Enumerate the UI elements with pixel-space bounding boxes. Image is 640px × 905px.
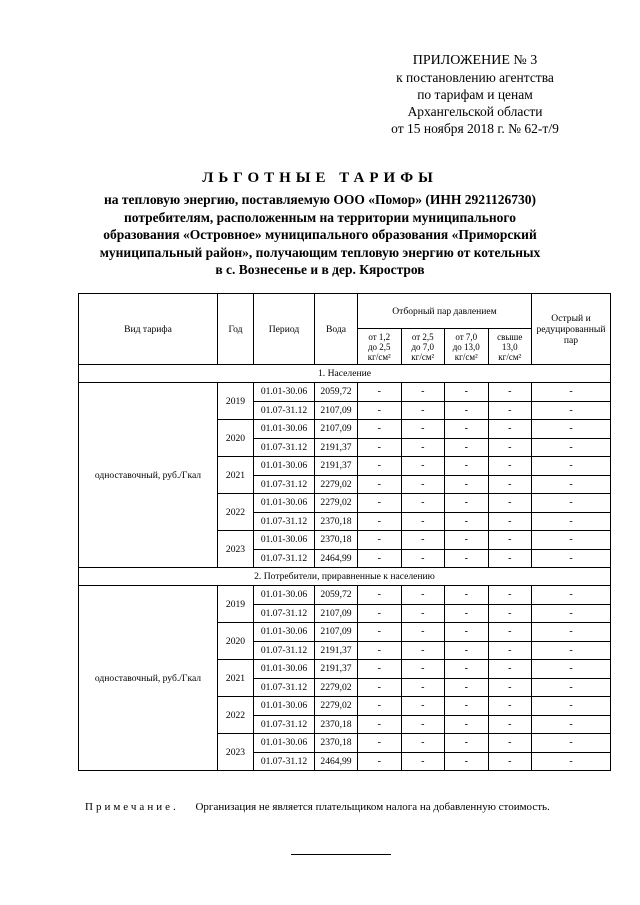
empty-tariff-cell: - (358, 715, 402, 734)
water-tariff-cell: 2191,37 (315, 457, 358, 476)
empty-tariff-cell: - (445, 752, 489, 771)
water-tariff-cell: 2370,18 (315, 531, 358, 550)
appendix-title: ПРИЛОЖЕНИЕ № 3 (412, 53, 538, 68)
empty-tariff-cell: - (401, 475, 445, 494)
empty-tariff-cell: - (532, 623, 611, 642)
period-cell: 01.07-31.12 (254, 401, 315, 420)
water-tariff-cell: 2464,99 (315, 752, 358, 771)
empty-tariff-cell: - (488, 457, 532, 476)
water-tariff-cell: 2107,09 (315, 604, 358, 623)
empty-tariff-cell: - (358, 604, 402, 623)
empty-tariff-cell: - (445, 531, 489, 550)
empty-tariff-cell: - (488, 715, 532, 734)
empty-tariff-cell: - (488, 586, 532, 605)
water-tariff-cell: 2191,37 (315, 641, 358, 660)
page-title: ЛЬГОТНЫЕ ТАРИФЫ (202, 170, 438, 186)
section-row (79, 568, 611, 586)
empty-tariff-cell: - (488, 401, 532, 420)
appendix-line: по тарифам и ценам (417, 87, 533, 102)
empty-tariff-cell: - (488, 549, 532, 568)
empty-tariff-cell: - (401, 660, 445, 679)
empty-tariff-cell: - (532, 734, 611, 753)
year-cell: 2023 (218, 734, 254, 771)
empty-tariff-cell: - (445, 494, 489, 513)
empty-tariff-cell: - (488, 697, 532, 716)
header-steam: Отборный пар давлением (358, 294, 532, 329)
tariff-kind: одноставочный, руб./Гкал (79, 383, 218, 568)
empty-tariff-cell: - (445, 512, 489, 531)
table-row (79, 586, 611, 605)
empty-tariff-cell: - (488, 475, 532, 494)
empty-tariff-cell: - (401, 438, 445, 457)
empty-tariff-cell: - (532, 586, 611, 605)
empty-tariff-cell: - (401, 715, 445, 734)
year-cell: 2020 (218, 420, 254, 457)
tariff-kind: одноставочный, руб./Гкал (79, 586, 218, 771)
appendix-line: Архангельской области (407, 104, 543, 119)
period-cell: 01.07-31.12 (254, 475, 315, 494)
section-title: 1. Население (79, 365, 611, 383)
appendix-line: к постановлению агентства (396, 70, 554, 85)
empty-tariff-cell: - (358, 623, 402, 642)
empty-tariff-cell: - (488, 660, 532, 679)
empty-tariff-cell: - (401, 734, 445, 753)
period-cell: 01.01-30.06 (254, 531, 315, 550)
title-line: образования «Островное» муниципального образования «Приморский (103, 227, 537, 242)
empty-tariff-cell: - (532, 531, 611, 550)
empty-tariff-cell: - (532, 494, 611, 513)
period-cell: 01.01-30.06 (254, 494, 315, 513)
empty-tariff-cell: - (358, 549, 402, 568)
empty-tariff-cell: - (532, 641, 611, 660)
period-cell: 01.01-30.06 (254, 734, 315, 753)
empty-tariff-cell: - (488, 678, 532, 697)
empty-tariff-cell: - (532, 660, 611, 679)
empty-tariff-cell: - (401, 586, 445, 605)
empty-tariff-cell: - (445, 641, 489, 660)
empty-tariff-cell: - (401, 457, 445, 476)
empty-tariff-cell: - (488, 438, 532, 457)
period-cell: 01.01-30.06 (254, 660, 315, 679)
water-tariff-cell: 2370,18 (315, 734, 358, 753)
empty-tariff-cell: - (358, 641, 402, 660)
title-line: муниципальный район», получающим тепловую энергию от котельных (99, 244, 541, 260)
water-tariff-cell: 2370,18 (315, 715, 358, 734)
year-cell: 2021 (218, 660, 254, 697)
header-year: Год (218, 294, 254, 365)
empty-tariff-cell: - (488, 531, 532, 550)
empty-tariff-cell: - (488, 604, 532, 623)
empty-tariff-cell: - (401, 512, 445, 531)
header-pressure-2: от 2,5 до 7,0 кг/см² (401, 329, 445, 365)
water-tariff-cell: 2059,72 (315, 586, 358, 605)
empty-tariff-cell: - (358, 734, 402, 753)
empty-tariff-cell: - (358, 531, 402, 550)
empty-tariff-cell: - (445, 420, 489, 439)
section-row (79, 365, 611, 383)
empty-tariff-cell: - (532, 475, 611, 494)
empty-tariff-cell: - (401, 549, 445, 568)
empty-tariff-cell: - (532, 549, 611, 568)
period-cell: 01.01-30.06 (254, 623, 315, 642)
empty-tariff-cell: - (445, 734, 489, 753)
empty-tariff-cell: - (532, 383, 611, 402)
water-tariff-cell: 2279,02 (315, 494, 358, 513)
period-cell: 01.01-30.06 (254, 457, 315, 476)
empty-tariff-cell: - (401, 494, 445, 513)
empty-tariff-cell: - (401, 531, 445, 550)
empty-tariff-cell: - (445, 660, 489, 679)
empty-tariff-cell: - (445, 457, 489, 476)
empty-tariff-cell: - (358, 660, 402, 679)
empty-tariff-cell: - (532, 457, 611, 476)
period-cell: 01.07-31.12 (254, 752, 315, 771)
water-tariff-cell: 2107,09 (315, 401, 358, 420)
period-cell: 01.01-30.06 (254, 586, 315, 605)
empty-tariff-cell: - (358, 401, 402, 420)
empty-tariff-cell: - (445, 697, 489, 716)
empty-tariff-cell: - (401, 383, 445, 402)
empty-tariff-cell: - (488, 752, 532, 771)
empty-tariff-cell: - (488, 494, 532, 513)
empty-tariff-cell: - (488, 623, 532, 642)
header-pressure-3: от 7,0 до 13,0 кг/см² (445, 329, 489, 365)
empty-tariff-cell: - (445, 549, 489, 568)
header-period: Период (254, 294, 315, 365)
empty-tariff-cell: - (358, 457, 402, 476)
title-line: в с. Вознесенье и в дер. Кяростров (215, 262, 425, 277)
empty-tariff-cell: - (488, 734, 532, 753)
water-tariff-cell: 2279,02 (315, 475, 358, 494)
year-cell: 2019 (218, 383, 254, 420)
water-tariff-cell: 2107,09 (315, 623, 358, 642)
title-line: потребителям, расположенным на территории муниципального (124, 209, 516, 225)
water-tariff-cell: 2107,09 (315, 420, 358, 439)
year-cell: 2023 (218, 531, 254, 568)
empty-tariff-cell: - (358, 475, 402, 494)
footnote (85, 801, 605, 813)
empty-tariff-cell: - (445, 438, 489, 457)
empty-tariff-cell: - (532, 715, 611, 734)
empty-tariff-cell: - (445, 586, 489, 605)
period-cell: 01.07-31.12 (254, 604, 315, 623)
empty-tariff-cell: - (445, 623, 489, 642)
period-cell: 01.07-31.12 (254, 678, 315, 697)
empty-tariff-cell: - (445, 401, 489, 420)
empty-tariff-cell: - (488, 512, 532, 531)
empty-tariff-cell: - (401, 623, 445, 642)
empty-tariff-cell: - (532, 604, 611, 623)
header-water: Вода (315, 294, 358, 365)
empty-tariff-cell: - (401, 752, 445, 771)
empty-tariff-cell: - (445, 678, 489, 697)
water-tariff-cell: 2191,37 (315, 660, 358, 679)
empty-tariff-cell: - (532, 697, 611, 716)
table-body (79, 365, 611, 771)
period-cell: 01.07-31.12 (254, 641, 315, 660)
empty-tariff-cell: - (358, 420, 402, 439)
empty-tariff-cell: - (532, 678, 611, 697)
period-cell: 01.01-30.06 (254, 383, 315, 402)
empty-tariff-cell: - (358, 383, 402, 402)
water-tariff-cell: 2191,37 (315, 438, 358, 457)
section-title: 2. Потребители, приравненные к населению (79, 568, 611, 586)
year-cell: 2022 (218, 697, 254, 734)
header-acute: Острый и редуцированный пар (532, 294, 611, 365)
empty-tariff-cell: - (401, 697, 445, 716)
empty-tariff-cell: - (488, 420, 532, 439)
empty-tariff-cell: - (358, 494, 402, 513)
year-cell: 2019 (218, 586, 254, 623)
empty-tariff-cell: - (488, 641, 532, 660)
period-cell: 01.01-30.06 (254, 420, 315, 439)
empty-tariff-cell: - (358, 697, 402, 716)
empty-tariff-cell: - (401, 420, 445, 439)
empty-tariff-cell: - (532, 752, 611, 771)
empty-tariff-cell: - (358, 512, 402, 531)
empty-tariff-cell: - (358, 752, 402, 771)
footnote-text: Организация не является плательщиком налога на добавленную стоимость. (195, 801, 550, 813)
divider (291, 854, 391, 855)
empty-tariff-cell: - (358, 438, 402, 457)
tariff-table (78, 293, 611, 771)
period-cell: 01.07-31.12 (254, 512, 315, 531)
empty-tariff-cell: - (445, 383, 489, 402)
appendix-header (340, 52, 610, 137)
empty-tariff-cell: - (401, 604, 445, 623)
empty-tariff-cell: - (445, 604, 489, 623)
year-cell: 2020 (218, 623, 254, 660)
year-cell: 2022 (218, 494, 254, 531)
empty-tariff-cell: - (532, 512, 611, 531)
header-pressure-4: свыше 13,0 кг/см² (488, 329, 532, 365)
empty-tariff-cell: - (532, 420, 611, 439)
empty-tariff-cell: - (401, 401, 445, 420)
year-cell: 2021 (218, 457, 254, 494)
table-row (79, 383, 611, 402)
period-cell: 01.07-31.12 (254, 438, 315, 457)
period-cell: 01.07-31.12 (254, 715, 315, 734)
water-tariff-cell: 2370,18 (315, 512, 358, 531)
empty-tariff-cell: - (358, 586, 402, 605)
water-tariff-cell: 2279,02 (315, 678, 358, 697)
period-cell: 01.01-30.06 (254, 697, 315, 716)
title-line: на тепловую энергию, поставляемую ООО «Помор» (ИНН 2921126730) (104, 192, 536, 207)
water-tariff-cell: 2279,02 (315, 697, 358, 716)
footnote-label: Примечание. (85, 801, 179, 813)
empty-tariff-cell: - (358, 678, 402, 697)
header-kind: Вид тарифа (79, 294, 218, 365)
empty-tariff-cell: - (401, 678, 445, 697)
header-pressure-1: от 1,2 до 2,5 кг/см² (358, 329, 402, 365)
appendix-date: от 15 ноября 2018 г. № 62-т/9 (391, 121, 559, 136)
empty-tariff-cell: - (488, 383, 532, 402)
empty-tariff-cell: - (445, 715, 489, 734)
empty-tariff-cell: - (401, 641, 445, 660)
water-tariff-cell: 2464,99 (315, 549, 358, 568)
document-title (60, 170, 580, 279)
empty-tariff-cell: - (532, 438, 611, 457)
empty-tariff-cell: - (445, 475, 489, 494)
period-cell: 01.07-31.12 (254, 549, 315, 568)
water-tariff-cell: 2059,72 (315, 383, 358, 402)
empty-tariff-cell: - (532, 401, 611, 420)
